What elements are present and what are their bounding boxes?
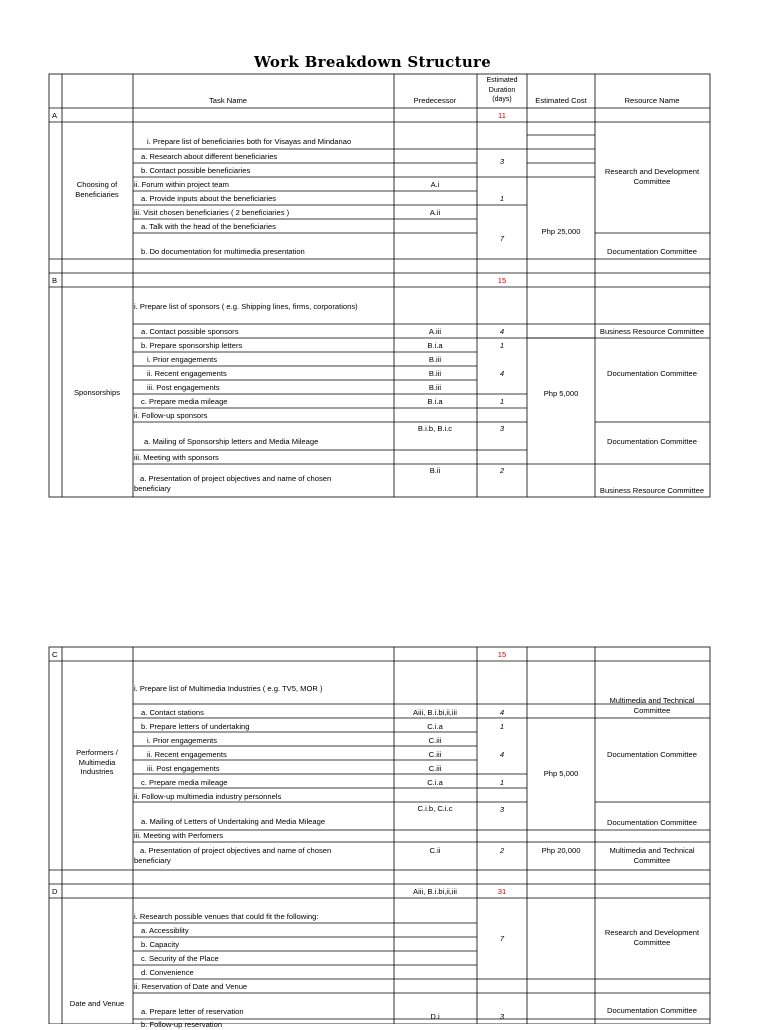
- resource-cell: Multimedia and Technical Committee: [609, 846, 695, 865]
- task-row: c. Prepare media mileage: [141, 778, 228, 787]
- resource-cell: Documentation Committee: [607, 818, 697, 827]
- resource-cell: Business Resource Committee: [599, 486, 705, 495]
- task-row: ii. Forum within project team: [134, 180, 229, 189]
- predecessor-cell: A.ii: [429, 208, 441, 217]
- section-label: Sponsorships: [73, 388, 121, 397]
- section-duration: 11: [498, 111, 506, 120]
- task-row: a. Prepare letter of reservation: [141, 1007, 244, 1016]
- task-row: i. Prepare list of Multimedia Industries ( e.g. TV5, MOR ): [134, 684, 323, 693]
- task-row: b. Contact possible beneficiaries: [141, 166, 251, 175]
- task-row: d. Convenience: [141, 968, 194, 977]
- cost-cell: Php 5,000: [543, 769, 579, 778]
- task-row: b. Prepare sponsorship letters: [141, 341, 243, 350]
- task-row: iii. Visit chosen beneficiaries ( 2 beneficiaries ): [134, 208, 290, 217]
- section-label: Date and Venue: [69, 999, 125, 1008]
- task-row: c. Security of the Place: [141, 954, 219, 963]
- task-row: a. Contact possible sponsors: [141, 327, 239, 336]
- duration-cell: 7: [499, 234, 505, 243]
- predecessor-cell: C.iii: [428, 736, 442, 745]
- task-row: a. Talk with the head of the beneficiaries: [141, 222, 276, 231]
- task-row: a. Accessiblity: [141, 926, 189, 935]
- duration-cell: 1: [499, 341, 505, 350]
- header-task-name: Task Name: [209, 96, 247, 105]
- resource-cell: Research and Development Committee: [604, 167, 700, 186]
- duration-cell: 4: [499, 327, 505, 336]
- task-row: iii. Meeting with sponsors: [134, 453, 219, 462]
- header-cost: Estimated Cost: [535, 96, 587, 105]
- task-row: ii. Reservation of Date and Venue: [134, 982, 248, 991]
- header-duration: Estimated Duration (days): [486, 77, 518, 103]
- task-row: a. Mailing of Letters of Undertaking and Media Mileage: [141, 817, 326, 826]
- resource-cell: Documentation Committee: [607, 437, 697, 446]
- predecessor-cell: B.i.a: [427, 341, 443, 350]
- task-row: i. Research possible venues that could fit the following:: [134, 912, 319, 921]
- task-row: a. Presentation of project objectives and name of chosen beneficiary: [134, 846, 332, 865]
- section-id: C: [52, 650, 58, 659]
- predecessor-cell: C.i.a: [427, 722, 443, 731]
- predecessor-cell: C.iii: [428, 750, 442, 759]
- task-row: b. Capacity: [141, 940, 179, 949]
- resource-cell: Multimedia and Technical Committee: [609, 696, 695, 715]
- predecessor-cell: C.iii: [428, 764, 442, 773]
- task-row: b. Do documentation for multimedia presentation: [141, 247, 305, 256]
- predecessor-cell: C.ii: [429, 846, 441, 855]
- duration-cell: 4: [499, 369, 505, 378]
- duration-cell: 1: [499, 778, 505, 787]
- section-id: D: [52, 887, 58, 896]
- task-row: a. Presentation of project objectives and name of chosen beneficiary: [134, 474, 332, 493]
- duration-cell: 1: [499, 194, 505, 203]
- cost-cell: Php 20,000: [541, 846, 581, 855]
- header-resource: Resource Name: [624, 96, 680, 105]
- resource-cell: Documentation Committee: [607, 247, 697, 256]
- resource-cell: Research and Development Committee: [604, 928, 700, 947]
- task-row: a. Contact stations: [141, 708, 204, 717]
- cost-cell: Php 25,000: [541, 227, 581, 236]
- task-row: i. Prepare list of sponsors ( e.g. Shipping lines, firms, corporations): [134, 302, 358, 311]
- resource-cell: Business Resource Committee: [599, 327, 705, 336]
- section-label: Performers / Multimedia Industries: [76, 748, 118, 776]
- task-row: ii. Follow-up multimedia industry personnels: [134, 792, 282, 801]
- task-row: ii. Recent engagements: [147, 369, 227, 378]
- predecessor-cell: B.i.a: [427, 397, 443, 406]
- predecessor-cell: B.ii: [429, 466, 441, 475]
- section-label: Choosing of Beneficiaries: [75, 180, 119, 199]
- predecessor-cell: B.i.b, B.i.c: [417, 424, 453, 433]
- document-title: Work Breakdown Structure: [254, 53, 492, 71]
- predecessor-cell: B.iii: [428, 355, 442, 364]
- duration-cell: 2: [499, 846, 505, 855]
- task-row: iii. Post engagements: [147, 383, 220, 392]
- task-row: c. Prepare media mileage: [141, 397, 228, 406]
- task-row: i. Prior engagements: [147, 355, 218, 364]
- predecessor-cell: B.iii: [428, 369, 442, 378]
- header-predecessor: Predecessor: [413, 96, 457, 105]
- resource-cell: Documentation Committee: [607, 369, 697, 378]
- predecessor-cell: A.i: [430, 180, 440, 189]
- duration-cell: 1: [499, 397, 505, 406]
- task-row: iii. Meeting with Perfomers: [134, 831, 224, 840]
- cost-cell: Php 5,000: [543, 389, 579, 398]
- duration-cell: 4: [499, 708, 505, 717]
- task-row: iii. Post engagements: [147, 764, 220, 773]
- task-row: b. Prepare letters of undertaking: [141, 722, 250, 731]
- task-row: i. Prior engagements: [147, 736, 218, 745]
- section-id: A: [52, 111, 58, 120]
- predecessor-cell: A.iii: [428, 327, 442, 336]
- predecessor-cell: Aiii, B.i.bi,ii,iii: [413, 887, 457, 896]
- task-row: a. Research about different beneficiaries: [141, 152, 278, 161]
- task-row: b. Follow-up reservation: [141, 1020, 223, 1029]
- duration-cell: 3: [499, 805, 505, 814]
- duration-cell: 1: [499, 722, 505, 731]
- predecessor-cell: B.iii: [428, 383, 442, 392]
- duration-cell: 4: [499, 750, 505, 759]
- section-duration: 31: [497, 887, 507, 896]
- task-row: a. Provide inputs about the beneficiaries: [141, 194, 277, 203]
- section-id: B: [52, 276, 58, 285]
- predecessor-cell: Aiii, B.i.bi,ii,iii: [413, 708, 457, 717]
- section-duration: 15: [497, 650, 507, 659]
- resource-cell: Documentation Committee: [607, 1006, 697, 1015]
- resource-cell: Documentation Committee: [607, 750, 697, 759]
- duration-cell: 3: [499, 157, 505, 166]
- predecessor-cell: C.i.a: [427, 778, 443, 787]
- task-row: a. Mailing of Sponsorship letters and Media Mileage: [144, 437, 319, 446]
- task-row: i. Prepare list of beneficiaries both for Visayas and Mindanao: [147, 137, 352, 146]
- duration-cell: 3: [499, 1012, 505, 1021]
- predecessor-cell: D.i: [430, 1012, 440, 1021]
- task-row: ii. Recent engagements: [147, 750, 227, 759]
- task-row: ii. Follow-up sponsors: [134, 411, 208, 420]
- duration-cell: 3: [499, 424, 505, 433]
- section-duration: 15: [497, 276, 507, 285]
- duration-cell: 7: [499, 934, 505, 943]
- predecessor-cell: C.i.b, C.i.c: [417, 804, 453, 813]
- duration-cell: 2: [499, 466, 505, 475]
